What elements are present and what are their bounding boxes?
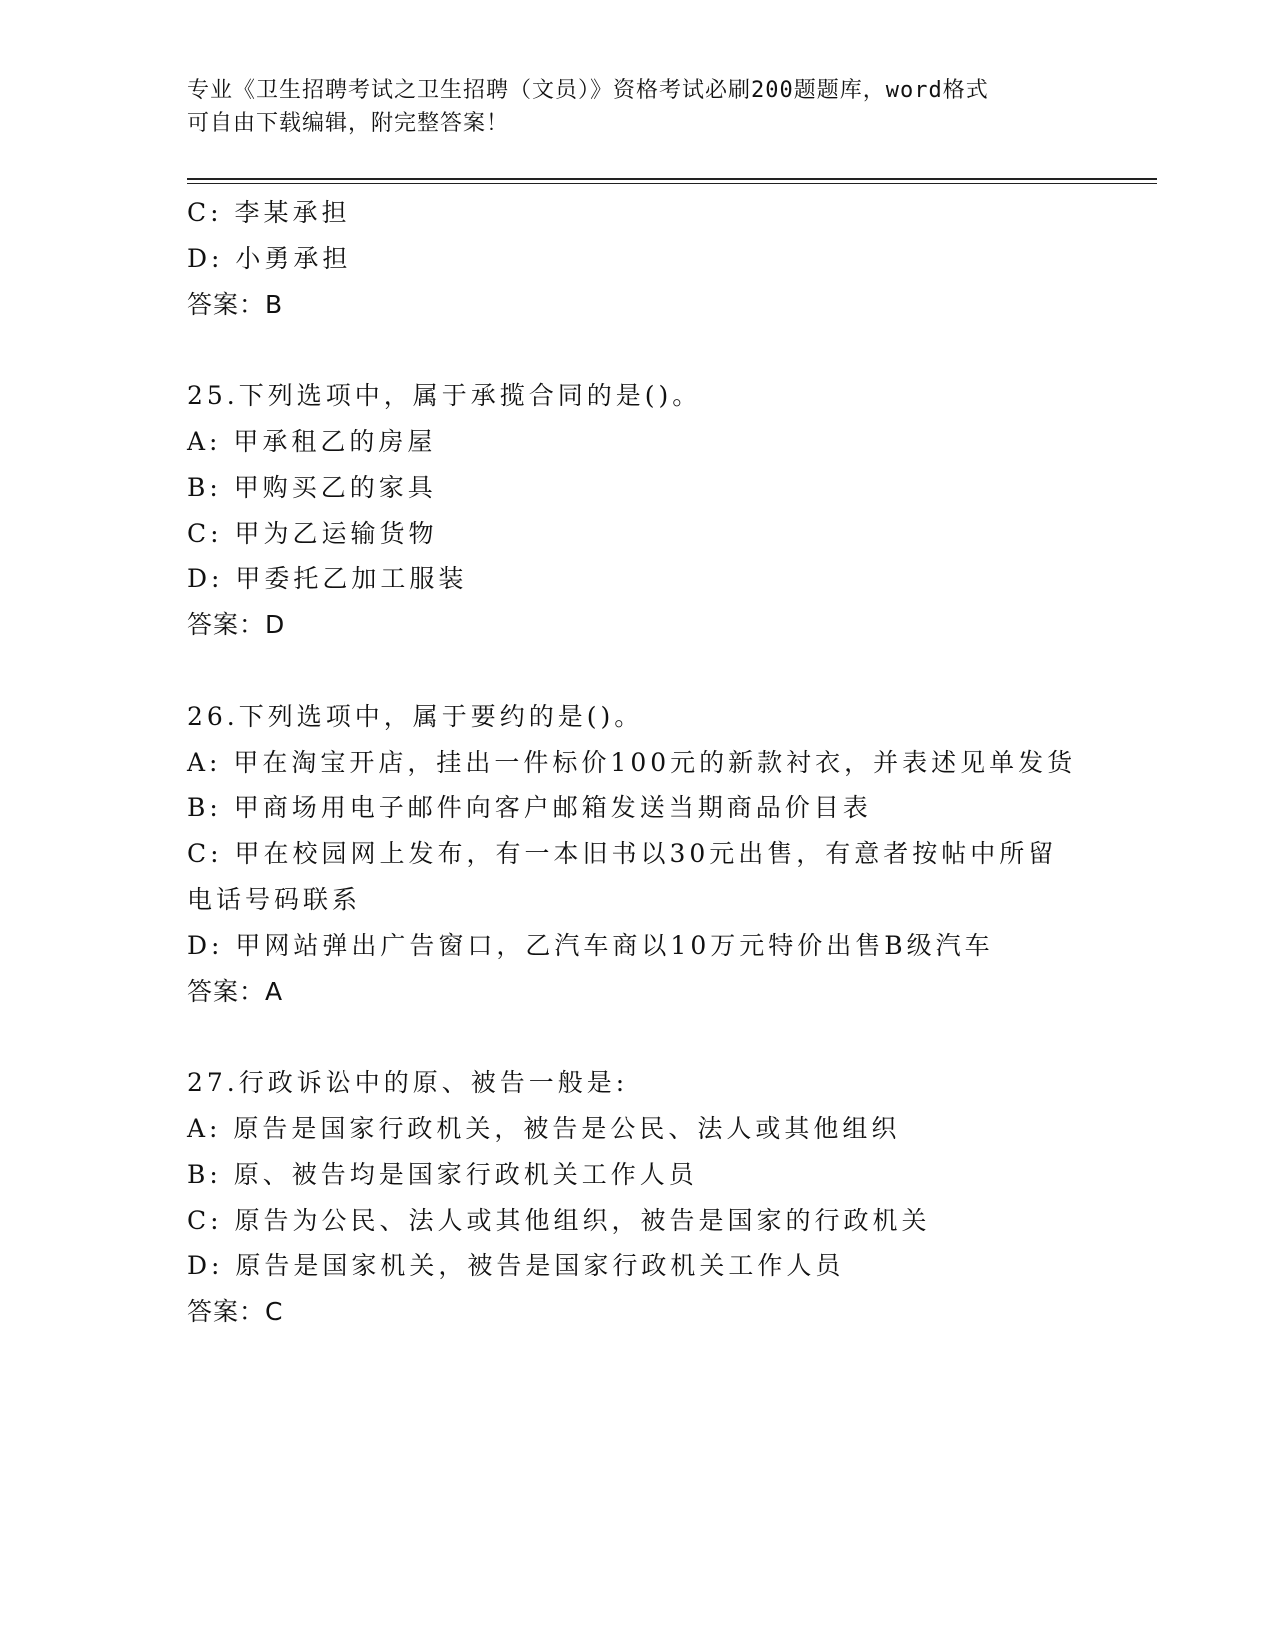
option-line: B: 甲商场用电子邮件向客户邮箱发送当期商品价目表 [187,793,872,823]
question-block-partial [187,190,1147,327]
question-stem: 25.下列选项中，属于承揽合同的是()。 [187,381,702,411]
question-stem: 27.行政诉讼中的原、被告一般是: [187,1068,629,1098]
option-line: A: 甲在淘宝开店，挂出一件标价100元的新款衬衣，并表述见单发货 [187,747,1077,777]
option-line: A: 甲承租乙的房屋 [187,426,437,456]
option-line: C: 甲在校园网上发布，有一本旧书以30元出售，有意者按帖中所留 [187,839,1058,869]
option-line: D: 甲网站弹出广告窗口，乙汽车商以10万元特价出售B级汽车 [187,930,994,960]
option-line: A: 原告是国家行政机关，被告是公民、法人或其他组织 [187,1113,901,1143]
option-line: C: 李某承担 [187,198,351,227]
option-line: D: 小勇承担 [187,243,352,273]
header-rule-thin [187,183,1157,184]
header-title-line-2: 可自由下载编辑，附完整答案！ [187,111,510,136]
option-line: D: 甲委托乙加工服装 [187,564,468,594]
option-line: B: 甲购买乙的家具 [187,472,437,502]
question-block-26 [187,694,1147,1015]
option-line: B: 原、被告均是国家行政机关工作人员 [187,1159,698,1189]
question-block-27 [187,1060,1147,1335]
spacer [187,1014,1147,1060]
spacer [187,327,1147,373]
option-line-continuation: 电话号码联系 [187,884,362,914]
answer-line: 答案：C [187,1297,284,1327]
question-block-25 [187,373,1147,648]
answer-line: 答案：A [187,976,284,1006]
answer-line: 答案：B [187,289,284,319]
question-stem: 26.下列选项中，属于要约的是()。 [187,701,644,731]
question-list [187,190,1147,1335]
option-line: C: 原告为公民、法人或其他组织，被告是国家的行政机关 [187,1205,931,1235]
option-line: C: 甲为乙运输货物 [187,518,438,548]
header-rule-thick [187,178,1157,180]
header-title-line-1: 专业《卫生招聘考试之卫生招聘（文员）》资格考试必刷200题题库，word格式 [187,78,989,103]
answer-line: 答案：D [187,610,286,640]
spacer [187,648,1147,694]
document-header [187,74,1087,140]
option-line: D: 原告是国家机关，被告是国家行政机关工作人员 [187,1251,845,1281]
